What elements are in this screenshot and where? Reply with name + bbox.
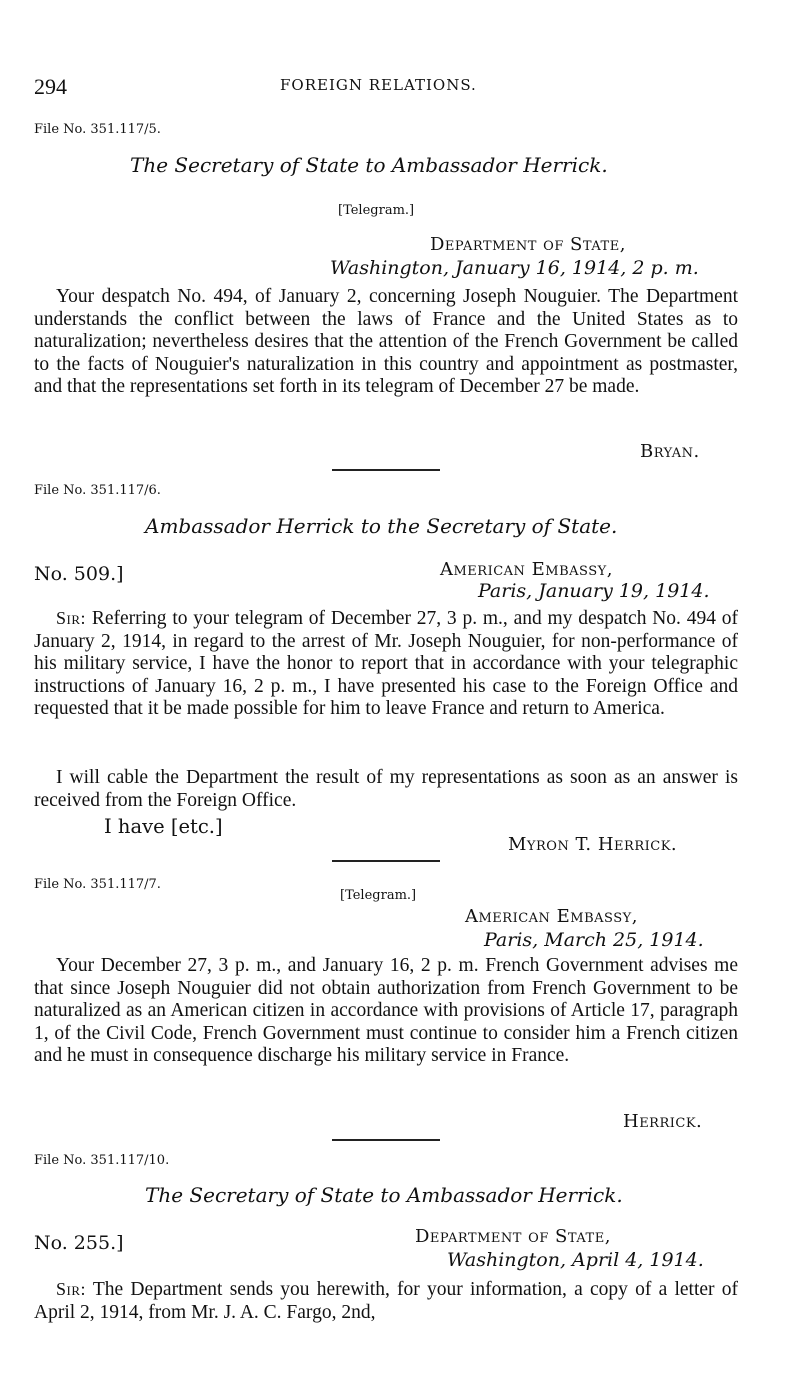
message-body-continued: I will cable the Department the result of my representations as soon as an answer is received from the Foreign Office.: [34, 767, 738, 811]
signature: Bryan.: [640, 441, 700, 462]
sender-line: American Embassy,: [440, 559, 613, 580]
signature: Myron T. Herrick.: [508, 834, 678, 855]
closing: I have [etc.]: [104, 815, 223, 838]
file-number: File No. 351.117/6.: [34, 483, 161, 498]
despatch-number: No. 509.]: [34, 563, 124, 585]
message-body: Your December 27, 3 p. m., and January 16, 2 p. m. French Government advises me that since Joseph Nouguier did not obtain authorization from French Government to be naturalized as an American citizen in accordance with provisions of Article 17, paragraph 1, of the Civil Code, French Government must continue to consider him a French citizen and he must in consequence discharge his military service in France.: [34, 955, 738, 1066]
message-body: Your despatch No. 494, of January 2, concerning Joseph Nouguier. The Department understands the conflict between the laws of France and the United States as to naturalization; nevertheless desires that the attention of the French Government be called to the facts of Nouguier's naturalization in this country and appointment as postmaster, and that the representations set forth in its telegram of December 27 be made.: [34, 286, 738, 397]
section-divider: [332, 860, 440, 862]
file-number: File No. 351.117/7.: [34, 877, 161, 892]
message-body: [34, 607, 738, 721]
salutation: Sir:: [56, 608, 87, 628]
page-number: 294: [34, 74, 67, 99]
sender-line: American Embassy,: [465, 906, 638, 927]
message-body: [34, 1278, 738, 1324]
sender-line: Department of State,: [415, 1226, 611, 1247]
despatch-number: No. 255.]: [34, 1232, 124, 1254]
salutation: Sir:: [56, 1279, 87, 1299]
place-date: Paris, March 25, 1914.: [484, 929, 704, 951]
place-date: Paris, January 19, 1914.: [478, 580, 710, 602]
telegram-note: [Telegram.]: [338, 203, 415, 218]
document-title: The Secretary of State to Ambassador Herrick.: [145, 1183, 623, 1207]
section-divider: [332, 469, 440, 471]
document-title: The Secretary of State to Ambassador Herrick.: [130, 153, 608, 177]
place-date: Washington, January 16, 1914, 2 p. m.: [330, 257, 699, 279]
document-title: Ambassador Herrick to the Secretary of State.: [145, 514, 618, 538]
telegram-note: [Telegram.]: [340, 888, 417, 903]
signature: Herrick.: [623, 1111, 703, 1132]
message-text: Referring to your telegram of December 27, 3 p. m., and my despatch No. 494 of January 2, 1914, in regard to the arrest of Mr. Joseph Nouguier, for non-performance of his military service, I have the honor to report that in accordance with your telegraphic instructions of January 16, 2 p. m., I have presented his case to the Foreign Office and requested that it be made possible for him to leave France and return to America.: [34, 608, 739, 719]
sender-line: Department of State,: [430, 234, 626, 255]
file-number: File No. 351.117/10.: [34, 1153, 170, 1168]
place-date: Washington, April 4, 1914.: [447, 1249, 704, 1271]
running-title: FOREIGN RELATIONS.: [280, 76, 477, 94]
message-text: The Department sends you herewith, for your information, a copy of a letter of April 2, 1914, from Mr. J. A. C. Fargo, 2nd,: [34, 1279, 738, 1323]
section-divider: [332, 1139, 440, 1141]
file-number: File No. 351.117/5.: [34, 122, 161, 137]
